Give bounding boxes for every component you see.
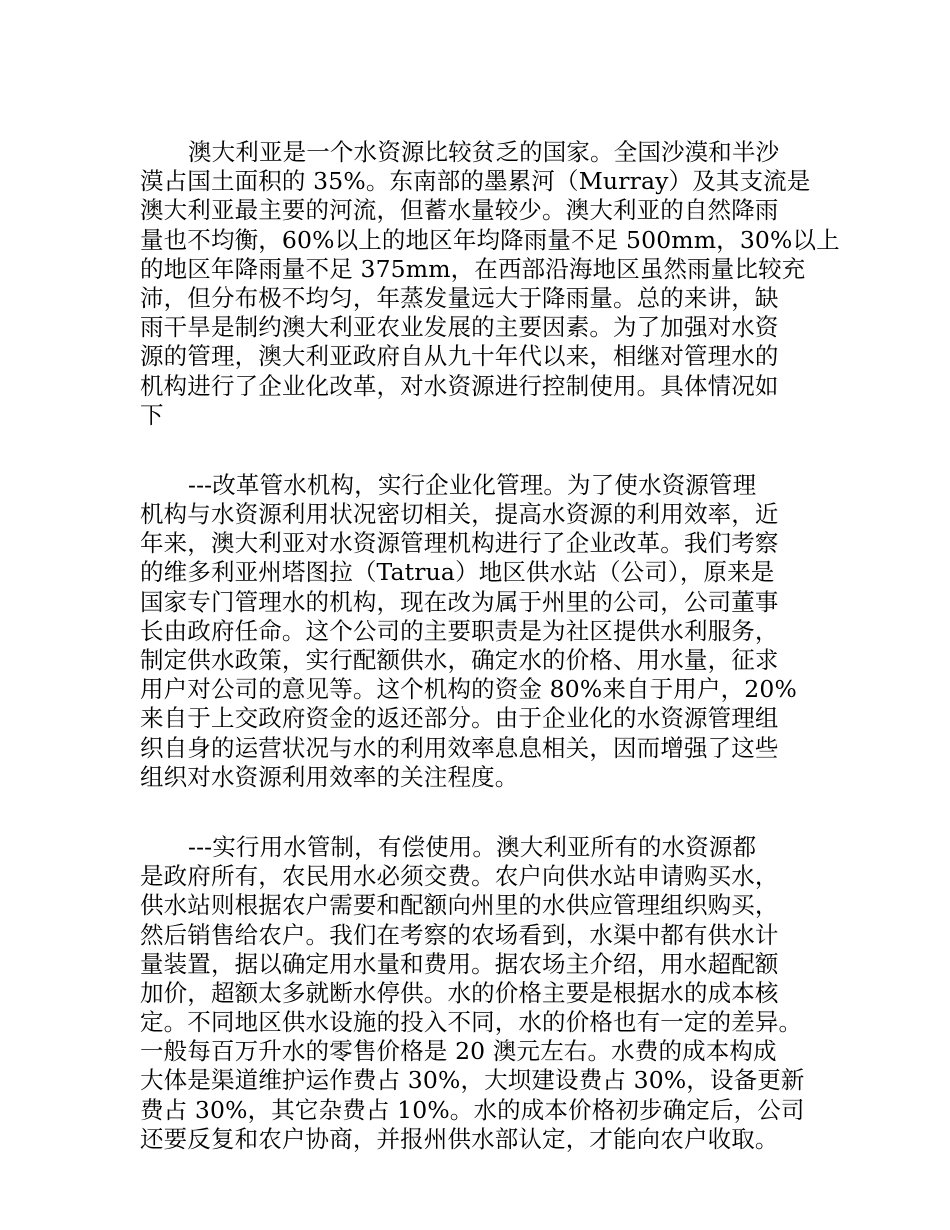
text-line: 定。不同地区供水设施的投入不同，水的价格也有一定的差异。 xyxy=(140,1008,803,1037)
paragraph-water-overview xyxy=(140,138,840,430)
text-line: 机构与水资源利用状况密切相关，提高水资源的利用效率，近 xyxy=(140,500,779,529)
text-line: ---实行用水管制，有偿使用。澳大利亚所有的水资源都 xyxy=(188,832,757,861)
text-line: 来自于上交政府资金的返还部分。由于企业化的水资源管理组 xyxy=(140,704,779,733)
text-line: 织自身的运营状况与水的利用效率息息相关，因而增强了这些 xyxy=(140,733,779,762)
paragraph-agency-reform xyxy=(140,471,830,792)
text-line: 量也不均衡，60%以上的地区年均降雨量不足 500mm，30%以上 xyxy=(140,225,840,254)
text-line: 费占 30%，其它杂费占 10%。水的成本价格初步确定后，公司 xyxy=(140,1095,805,1124)
text-line: 一般每百万升水的零售价格是 20 澳元左右。水费的成本构成 xyxy=(140,1037,777,1066)
text-line: 组织对水资源利用效率的关注程度。 xyxy=(140,762,519,791)
text-line: 用户对公司的意见等。这个机构的资金 80%来自于用户，20% xyxy=(140,675,797,704)
text-line: 机构进行了企业化改革，对水资源进行控制使用。具体情况如 xyxy=(140,371,779,400)
text-line: 的维多利亚州塔图拉（Tatrua）地区供水站（公司），原来是 xyxy=(140,558,775,587)
text-line: 制定供水政策，实行配额供水，确定水的价格、用水量，征求 xyxy=(140,646,779,674)
text-line: ---改革管水机构，实行企业化管理。为了使水资源管理 xyxy=(188,470,757,499)
text-line: 大体是渠道维护运作费占 30%，大坝建设费占 30%，设备更新 xyxy=(140,1066,805,1095)
paragraph-spacer xyxy=(140,430,830,471)
text-line: 年来，澳大利亚对水资源管理机构进行了企业改革。我们考察 xyxy=(140,529,779,558)
document-body xyxy=(140,138,840,1154)
text-line: 国家专门管理水的机构，现在改为属于州里的公司，公司董事 xyxy=(140,587,779,616)
text-line: 雨干旱是制约澳大利亚农业发展的主要因素。为了加强对水资 xyxy=(140,313,779,342)
text-line: 沛，但分布极不均匀，年蒸发量远大于降雨量。总的来讲，缺 xyxy=(140,283,779,312)
paragraph-spacer xyxy=(140,792,830,833)
text-line: 长由政府任命。这个公司的主要职责是为社区提供水利服务， xyxy=(140,616,779,645)
text-line: 漠占国土面积的 35%。东南部的墨累河（Murray）及其支流是 xyxy=(140,167,811,196)
paragraph-water-pricing xyxy=(140,833,830,1154)
text-line: 澳大利亚最主要的河流，但蓄水量较少。澳大利亚的自然降雨 xyxy=(140,196,779,225)
text-line: 然后销售给农户。我们在考察的农场看到，水渠中都有供水计 xyxy=(140,920,779,949)
text-line: 的地区年降雨量不足 375mm，在西部沿海地区虽然雨量比较充 xyxy=(140,254,806,283)
text-line: 供水站则根据农户需要和配额向州里的水供应管理组织购买， xyxy=(140,891,779,920)
text-line: 源的管理，澳大利亚政府自从九十年代以来，相继对管理水的 xyxy=(140,342,779,371)
text-line: 澳大利亚是一个水资源比较贫乏的国家。全国沙漠和半沙 xyxy=(188,138,780,166)
text-line: 下 xyxy=(140,400,164,429)
text-line: 还要反复和农户协商，并报州供水部认定，才能向农户收取。 xyxy=(140,1124,779,1153)
text-line: 是政府所有，农民用水必须交费。农户向供水站申请购买水， xyxy=(140,862,779,891)
text-line: 加价，超额太多就断水停供。水的价格主要是根据水的成本核 xyxy=(140,978,779,1007)
text-line: 量装置，据以确定用水量和费用。据农场主介绍，用水超配额 xyxy=(140,949,779,978)
